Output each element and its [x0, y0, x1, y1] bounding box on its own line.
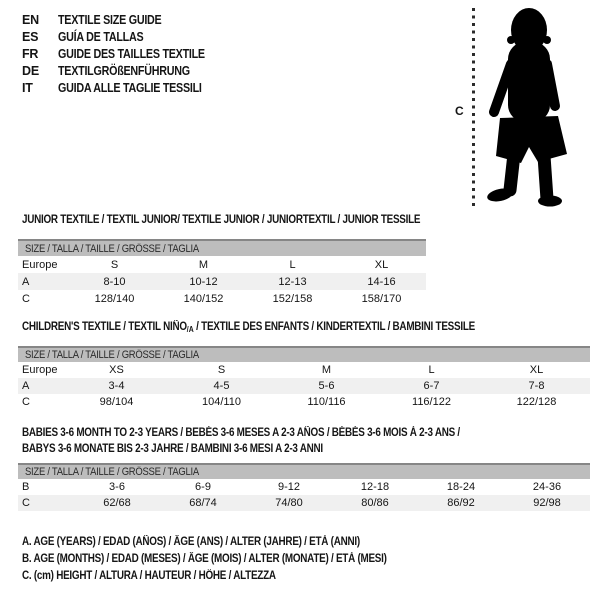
lang-code: ES	[22, 30, 39, 45]
months-cell: 9-12	[277, 481, 301, 493]
title-subscript: /A	[186, 325, 194, 334]
height-cell: 98/104	[99, 396, 134, 408]
title-line-1: BABIES 3-6 MONTH TO 2-3 YEARS / BEBÉS 3-6 MESES A 2-3 AÑOS / BÉBÉS 3-6 MOIS À 2-3 ANS /	[22, 427, 460, 439]
height-cell: 158/170	[361, 292, 402, 305]
table-row-europe	[18, 256, 426, 273]
age-cell: 10-12	[189, 275, 218, 288]
title-suffix: / TEXTILE DES ENFANTS / KINDERTEXTIL / BAMBINI TESSILE	[193, 321, 475, 333]
size-table-header	[18, 346, 590, 362]
table-row-europe	[18, 362, 590, 378]
size-table-header	[18, 463, 590, 479]
size-cell: S	[110, 258, 119, 271]
height-cell: 110/116	[307, 396, 346, 408]
legend-line-b	[22, 553, 446, 570]
legend-text: B. AGE (MONTHS) / EDAD (MESES) / ÂGE (MOIS) / ALTER (MONATE) / ETÀ (MESI)	[22, 553, 387, 565]
size-table-header-text: SIZE / TALLA / TAILLE / GRÖSSE / TAGLIA	[25, 466, 199, 478]
title-prefix: CHILDREN'S TEXTILE / TEXTIL NIÑO	[22, 321, 187, 333]
table-row-months	[18, 479, 590, 495]
size-table-babies	[18, 463, 590, 511]
size-cell: XS	[109, 364, 124, 376]
section-title-junior	[22, 214, 485, 226]
legend	[22, 536, 446, 587]
lang-title: TEXTILE SIZE GUIDE	[58, 13, 162, 28]
language-list	[22, 12, 229, 96]
lang-title: GUIDA ALLE TAGLIE TESSILI	[58, 80, 202, 95]
months-cell: 18-24	[446, 481, 476, 493]
age-cell: 14-16	[367, 275, 396, 288]
height-cell: 116/122	[412, 396, 451, 408]
table-row-height	[18, 290, 426, 307]
age-cell: 3-4	[108, 380, 125, 392]
size-table-children	[18, 346, 590, 410]
row-label: Europe	[22, 258, 58, 271]
height-cell: 68/74	[189, 497, 217, 509]
size-cell: M	[198, 258, 209, 271]
size-cell: L	[428, 364, 435, 376]
size-cell: L	[289, 258, 296, 271]
lang-title: GUIDE DES TAILLES TEXTILE	[58, 46, 205, 61]
title-line-2: BABYS 3-6 MONATE BIS 2-3 JAHRE / BAMBINI 3-6 MESI A 2-3 ANNI	[22, 443, 323, 455]
height-cell: 86/92	[447, 497, 475, 509]
legend-line-a	[22, 536, 446, 553]
size-cell: XL	[529, 364, 544, 376]
size-table-header-text: SIZE / TALLA / TAILLE / GRÖSSE / TAGLIA	[25, 349, 199, 361]
row-label: C	[22, 497, 30, 509]
lang-code: EN	[22, 13, 39, 28]
lang-title: GUÍA DE TALLAS	[58, 30, 144, 45]
lang-row-de	[22, 62, 229, 79]
size-table-header-text: SIZE / TALLA / TAILLE / GRÖSSE / TAGLIA	[25, 242, 199, 255]
height-cell: 122/128	[516, 396, 557, 408]
lang-row-it	[22, 79, 229, 96]
section-title-children	[22, 321, 549, 334]
height-dotted-line	[472, 8, 475, 208]
height-cell: 80/86	[361, 497, 389, 509]
months-cell: 12-18	[360, 481, 390, 493]
legend-line-c	[22, 570, 446, 587]
row-label: A	[22, 275, 30, 288]
height-cell: 62/68	[103, 497, 131, 509]
row-label: B	[22, 481, 30, 493]
row-label: A	[22, 380, 30, 392]
lang-code: IT	[22, 80, 33, 95]
section-title-babies	[22, 427, 531, 459]
legend-text: A. AGE (YEARS) / EDAD (AÑOS) / ÂGE (ANS) / ALTER (JAHRE) / ETÀ (ANNI)	[22, 536, 360, 548]
height-cell: 140/152	[183, 292, 224, 305]
row-label: C	[22, 292, 30, 305]
table-row-height	[18, 394, 590, 410]
months-cell: 3-6	[109, 481, 125, 493]
size-table-header	[18, 239, 426, 256]
lang-code: FR	[22, 46, 39, 61]
table-row-height	[18, 495, 590, 511]
height-cell: 74/80	[275, 497, 303, 509]
height-cell: 92/98	[533, 497, 561, 509]
months-cell: 24-36	[532, 481, 562, 493]
age-cell: 8-10	[103, 275, 126, 288]
height-label: C	[455, 104, 464, 118]
baby-silhouette	[484, 6, 572, 208]
section-title-text: JUNIOR TEXTILE / TEXTIL JUNIOR/ TEXTILE JUNIOR / JUNIORTEXTIL / JUNIOR TESSILE	[22, 214, 421, 226]
legend-text: C. (cm) HEIGHT / ALTURA / HAUTEUR / HÖHE / ALTEZZA	[22, 570, 276, 582]
lang-row-fr	[22, 46, 229, 63]
row-label: C	[22, 396, 30, 408]
age-cell: 6-7	[423, 380, 440, 392]
section-title-text	[22, 321, 475, 334]
age-cell: 4-5	[213, 380, 230, 392]
height-cell: 104/110	[202, 396, 241, 408]
table-row-age	[18, 273, 426, 290]
size-table-junior	[18, 239, 426, 307]
age-cell: 7-8	[528, 380, 545, 392]
age-cell: 5-6	[318, 380, 335, 392]
row-label: Europe	[22, 364, 58, 376]
table-row-age	[18, 378, 590, 394]
months-cell: 6-9	[195, 481, 211, 493]
size-cell: XL	[374, 258, 389, 271]
height-cell: 152/158	[272, 292, 313, 305]
age-cell: 12-13	[278, 275, 307, 288]
lang-row-es	[22, 29, 229, 46]
lang-row-en	[22, 12, 229, 29]
size-cell: S	[217, 364, 226, 376]
size-cell: M	[321, 364, 332, 376]
height-cell: 128/140	[94, 292, 135, 305]
lang-title: TEXTILGRÖßENFÜHRUNG	[58, 63, 190, 78]
lang-code: DE	[22, 63, 39, 78]
